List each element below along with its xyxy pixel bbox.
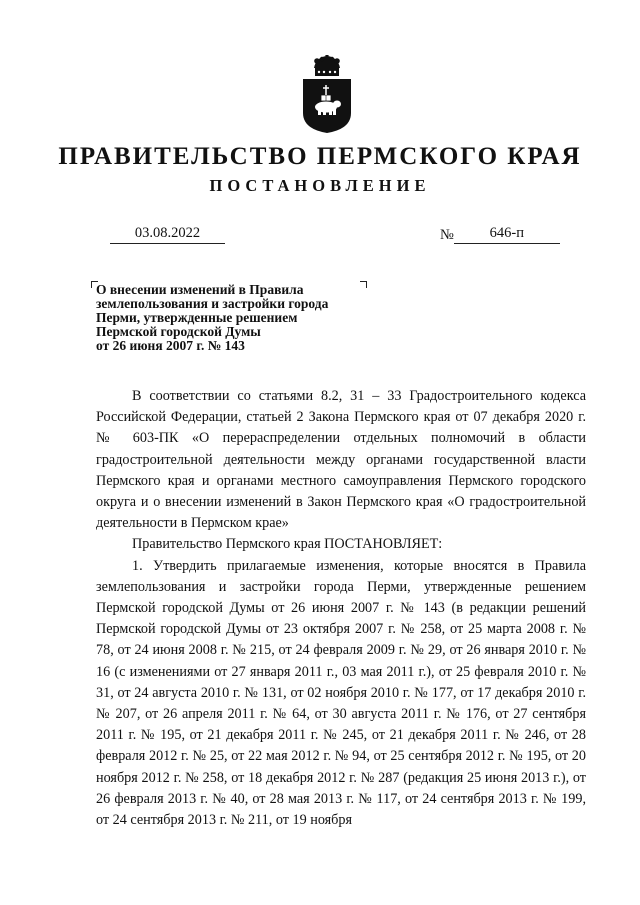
document-date: 03.08.2022 xyxy=(110,225,225,244)
document-type: ПОСТАНОВЛЕНИЕ xyxy=(209,176,431,195)
preamble-paragraph: В соответствии со статьями 8.2, 31 – 33 Градостроительного кодекса Российской Федерации, статьей 2 Закона Пермского края от 07 декабря 2020 г. № 603-ПК «О перераспределении отдельных полномочий в области градостроительной деятельности между органами государственной власти Пермского края и органами местного самоуправления Пермского городского округа и о внесении изменений в Закон Пермского края «О градостроительной деятельности в Пермском крае» xyxy=(96,388,586,532)
document-subject xyxy=(96,283,366,353)
subject-line: от 26 июня 2007 г. № 143 xyxy=(96,338,245,353)
document-body xyxy=(96,386,586,831)
subject-line: землепользования и застройки города xyxy=(96,296,329,311)
document-number: 646-п xyxy=(454,225,560,244)
number-sign: № xyxy=(440,227,454,243)
subject-line: Перми, утвержденные решением xyxy=(96,310,298,325)
subject-line: О внесении изменений в Правила xyxy=(96,282,304,297)
subject-line: Пермской городской Думы xyxy=(96,324,261,339)
decree-statement: Правительство Пермского края ПОСТАНОВЛЯЕТ: xyxy=(132,536,443,553)
perm-krai-coat-of-arms-icon xyxy=(300,55,354,135)
document-number-field xyxy=(440,225,560,244)
clause-1: 1. Утвердить прилагаемые изменения, которые вносятся в Правила землепользования и застройки города Перми, утвержденные решением Пермской городской Думы от 26 июня 2007 г. № 143 (в редакции решений Пермской городской Думы от 23 октября 2007 г. № 258, от 25 марта 2008 г. № 78, от 24 июня 2008 г. № 215, от 24 февраля 2009 г. № 29, от 26 января 2010 г. № 16 (с изменениями от 27 января 2011 г., 03 мая 2011 г.), от 25 февраля 2010 г. № 31, от 24 августа 2010 г. № 131, от 02 ноября 2010 г. № 177, от 17 декабря 2010 г. № 207, от 26 апреля 2011 г. № 64, от 30 августа 2011 г. № 176, от 27 сентября 2011 г. № 195, от 21 декабря 2011 г. № 245, от 21 декабря 2011 г. № 246, от 28 февраля 2012 г. № 25, от 22 мая 2012 г. № 94, от 25 сентября 2012 г. № 195, от 20 ноября 2012 г. № 258, от 18 декабря 2012 г. № 287 (редакция 25 июня 2013 г.), от 26 февраля 2013 г. № 40, от 28 мая 2013 г. № 117, от 24 сентября 2013 г. № 199, от 24 сентября 2013 г. № 211, от 19 ноября xyxy=(96,557,586,829)
organization-title: ПРАВИТЕЛЬСТВО ПЕРМСКОГО КРАЯ xyxy=(58,143,582,170)
